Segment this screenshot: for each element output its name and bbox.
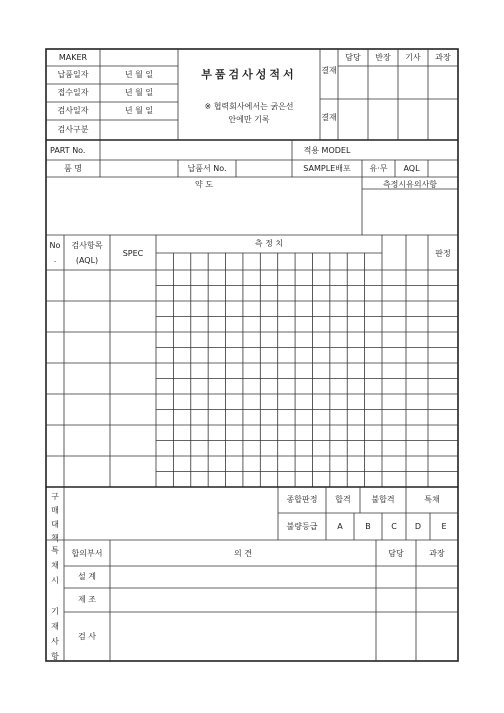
dept-design: 설 계: [78, 572, 96, 581]
part-name-label: 품 명: [64, 164, 82, 173]
delivery-date-label: 납품일자: [57, 70, 89, 79]
item-header: 검사항목: [71, 241, 103, 250]
dept-inspection: 검 사: [78, 632, 96, 641]
spec-header: SPEC: [122, 249, 144, 258]
inspect-date-value[interactable]: 년 월 일: [124, 106, 154, 115]
model-label: 적용 MODEL: [303, 146, 351, 155]
fail-option[interactable]: 불합격: [371, 495, 395, 504]
sample-label: SAMPLE배포: [303, 164, 351, 173]
inspect-type-label: 검사구분: [57, 125, 89, 134]
pass-option[interactable]: 합격: [335, 495, 351, 504]
delivery-date-value[interactable]: 년 월 일: [124, 70, 154, 79]
note-line1: ※ 협력회사에서는 굵은선: [204, 102, 294, 111]
grade-b[interactable]: B: [365, 522, 371, 531]
no-dot: .: [53, 255, 57, 264]
special-char-1: 특: [51, 546, 59, 555]
defect-grade-label: 불량등급: [286, 522, 318, 531]
buyer-char-2: 매: [51, 506, 59, 515]
special-option[interactable]: 특채: [424, 495, 440, 504]
buyer-side-label: [46, 490, 64, 546]
yes-no-label: 유·무: [369, 164, 388, 173]
special-char-6: 사: [51, 637, 59, 646]
inspect-date-label: 검사일자: [57, 106, 89, 115]
notes-label: 측정시유의사항: [382, 180, 438, 189]
part-no-label: PART No.: [50, 146, 86, 155]
buyer-char-1: 구: [51, 492, 59, 501]
judge-header: 판정: [435, 249, 451, 258]
dept-header: 합의부서: [71, 549, 103, 558]
manager-header: 과장: [429, 549, 445, 558]
delivery-no-label: 납품서 No.: [187, 164, 227, 173]
values-header: 측 정 치: [254, 239, 284, 248]
sketch-label: 약 도: [195, 180, 213, 189]
dept-production: 제 조: [78, 595, 96, 604]
in-charge-header: 담당: [388, 549, 404, 558]
special-side-label: [46, 543, 64, 664]
buyer-char-4: 책: [51, 534, 59, 543]
aql-label: AQL: [403, 164, 420, 173]
receipt-date-value[interactable]: 년 월 일: [124, 88, 154, 97]
approval-label-2: 결재: [321, 113, 337, 122]
special-char-2: 채: [51, 561, 59, 570]
receipt-date-label: 접수일자: [57, 88, 89, 97]
overall-judge-label: 종합판정: [286, 495, 318, 504]
role-foreman: 반장: [375, 53, 391, 62]
grade-d[interactable]: D: [414, 522, 422, 531]
note-line2: 안에만 기록: [228, 115, 270, 124]
maker-label: MAKER: [58, 53, 88, 62]
grade-e[interactable]: E: [441, 522, 447, 531]
special-char-5: 재: [51, 622, 59, 631]
special-char-3: 시: [51, 576, 59, 585]
role-manager: 과장: [435, 53, 451, 62]
approval-label-1: 결재: [321, 66, 337, 75]
buyer-char-3: 대: [51, 520, 59, 529]
item-aql-header: (AQL): [75, 256, 99, 265]
grade-a[interactable]: A: [337, 522, 343, 531]
grade-c[interactable]: C: [391, 522, 397, 531]
role-in-charge: 담당: [345, 53, 361, 62]
role-engineer: 기사: [405, 53, 421, 62]
special-char-4: 기: [51, 607, 59, 616]
no-header: No: [49, 241, 61, 250]
opinion-header: 의 견: [234, 549, 252, 558]
special-char-7: 항: [51, 652, 59, 661]
page-title: 부품검사성적서: [201, 68, 297, 81]
